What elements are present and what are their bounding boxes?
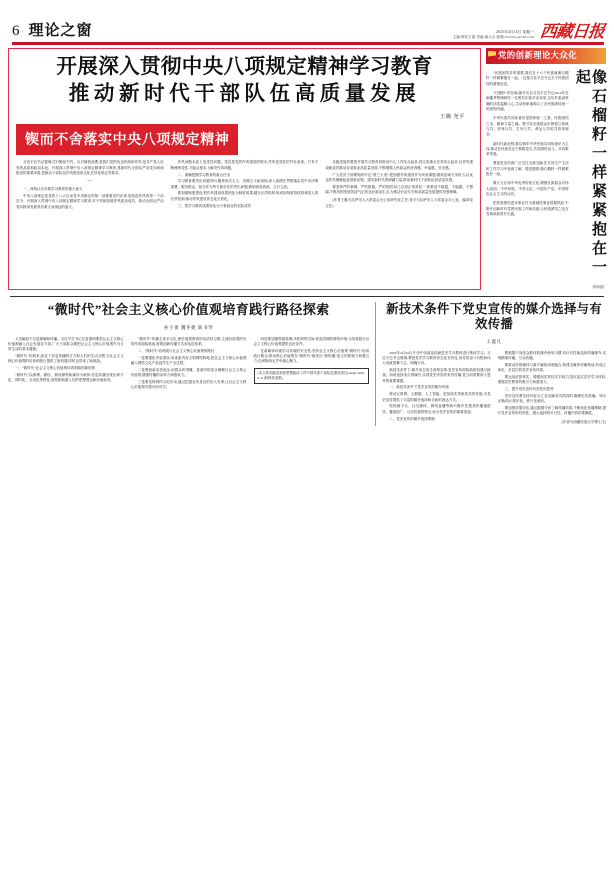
- lead-paragraph: 作风问题本质上是党性问题。党性是党的作风建设的根本,作风是党性的外在表现。只有不断锤炼党性,才能从根本上解决作风问题。: [170, 160, 319, 170]
- lead-red-banner-wrap: [16, 124, 473, 160]
- bottom-left-paragraph: “微时代”的到来,改变了信息传播的方式和人们的生活习惯,为社会主义核心价值观的培育和践行提供了新机遇,同时也带来了新挑战。: [8, 354, 124, 364]
- bottom-right-title: 新技术条件下党史宣传的媒介选择与有效传播: [386, 302, 603, 331]
- bottom-left-byline: 孙小蕾 魏冬捷 陈书琴: [163, 324, 214, 330]
- bottom-left-paragraph: 在新媒体环境学习环境的安全性,坚持全主义核心价值观“微时代”培育践行路径,推动核心价值观在“微时代”焕发出“微传播”更大的影响力和感召力,在润物细无声中凝心聚力。: [253, 348, 370, 364]
- bottom-section: [8, 302, 606, 426]
- bottom-right-byline: 王鑫凡: [486, 338, 502, 344]
- lead-paragraph: 一、深刻认识开展学习教育的重大意义: [23, 187, 83, 192]
- top-section: [8, 48, 606, 290]
- newspaper-logo: 西藏日报: [539, 22, 605, 41]
- lead-paragraph: 要坚持严的基调、严的措施、严的氛围,持之以恒正风肃纪,一体推进不敢腐、不能腐、不想腐,不断巩固发展风清气正的良好政治生态,为推动长治久安和高质量发展提供坚强保障。: [325, 184, 473, 194]
- bottom-right-paragraph: 移动互联网、大数据、人工智能、虚拟现实等新技术的发展,为党史宣传提供了丰富的媒介选择和全新的表达方式。: [382, 392, 491, 402]
- bottom-right-paragraph: 二、党史宣传的媒介选择策略: [389, 416, 435, 421]
- bottom-left-title: “微时代”社会主义核心价值观培育践行路径探索: [47, 302, 330, 318]
- flag-icon: [488, 51, 496, 57]
- bottom-right-attribution: (作者为西藏民族大学博士生): [561, 419, 606, 424]
- bottom-left-paragraph: 四是要加强阵地管理,净化网络空间,营造清朗的网络环境,为培育践行社会主义核心价值观提供良好条件。: [253, 336, 370, 346]
- lead-paragraph: 中央八项规定是党的十八大以来党中央制定的第一部重要党内法规,是改进作风的第一个动员令。开展深入贯彻中央八项规定精神学习教育,对于巩固拓展作风建设成效、推动全面从严治党向纵深发展具有重大而深远的意义。: [16, 194, 164, 209]
- bottom-left-paragraph: 人类解放不仅是理解和传播。习近平总书记反复强调要把社会主义核心价值观融入社会发展各方面,广大干部群众要把社会主义核心价值观作为日常生活的基本遵循。: [8, 336, 124, 352]
- sidebar-paragraph: “民族团结非常重要,我们在十六个民族就像石榴籽一样紧紧抱在一起。”这是习近平总书记关于民族团结的重要论述。: [486, 71, 569, 86]
- section-divider: [10, 296, 604, 297]
- bottom-left-paragraph: 三是要发挥榜样示范作用,通过挖掘宣传身边的好人好事,让社会主义核心价值观可感可知可学。: [130, 379, 247, 390]
- masthead: [8, 0, 606, 42]
- lead-paragraph: 二、准确把握学习教育的重点任务: [177, 172, 231, 177]
- paragraph-separator: —: [87, 179, 93, 185]
- lead-article: [8, 48, 481, 290]
- publication-date: 2025年4月14日 星期一: [496, 29, 534, 34]
- bottom-left-article: [8, 302, 369, 426]
- lead-paragraph: 要加强制度建设,把作风建设成果固化为制度成果,健全长效机制,形成用制度管权管事管人的长效机制,推动作风建设常态化长效化。: [170, 191, 319, 201]
- bottom-right-paragraph: 要运用虚拟现实、增强现实等技术手段,打造沉浸式党史学习体验,增强党史教育的吸引力和感染力。: [497, 374, 606, 385]
- bottom-right-article: [375, 302, 606, 426]
- bottom-right-paragraph: 要根据不同受众群体的媒介使用习惯,有针对性地选择传播媒介,实现精准传播、分众传播。: [497, 350, 606, 360]
- sidebar-column: [486, 48, 606, 290]
- lead-byline: 王璐 尧平: [439, 114, 465, 121]
- bottom-right-paragraph: 要加强效果评估,通过数据分析了解传播效果,不断优化传播策略,提升党史宣传的有效性、展示选择的可行性、传播内容的准确性。: [497, 405, 606, 416]
- bottom-right-paragraph: 三、提升党史宣传有效性的思考: [504, 386, 554, 391]
- bottom-right-columns: [382, 351, 606, 426]
- lead-headline-line1: 开展深入贯彻中央八项规定精神学习教育: [56, 56, 433, 78]
- bottom-right-paragraph: 一、新技术条件下党史宣传的媒介环境: [389, 385, 449, 390]
- sidebar-page-mark: (转6版): [592, 285, 604, 290]
- sidebar-paragraph: 要大力弘扬中华优秀传统文化,增强各族群众对伟大祖国、中华民族、中华文化、中国共产党、中国特色社会主义的认同。: [486, 181, 569, 197]
- sidebar-paragraph: “石榴籽”的比喻,最早出自习近平总书记2014年在新疆考察调研时一位维吾尔族乡亲家里,这句朴素而准确的话语温暖人心,生动形象地揭示了各民族团结统一的深刻内涵。: [486, 91, 569, 111]
- sidebar-banner: [486, 48, 606, 64]
- editorial-staff-line: 主编:阿旺古丽 责编:唐大山 邮箱:xzrbllzc@163.com: [452, 35, 534, 40]
- lead-paragraph: 习近平总书记强调,厉行勤俭节约、反对铺张浪费,是我们党的优良传统和作风,是共产党人应有的品质和政治本色。开展深入贯彻中央八项规定精神学习教育,是新时代全面从严治党向纵深推进的重要举措,是推动干部队伍作风建设常态化长效化的必然要求。: [16, 160, 164, 175]
- lead-headline-line2: 推动新时代干部队伍高质量发展: [68, 83, 421, 106]
- masthead-meta: [453, 30, 534, 40]
- bottom-left-paragraph: “微时代”以微博、微信、微视频等新媒体为载体,信息传播呈现出碎片化、即时化、互动化等特征,深刻影响着人们的思想观念和价值取向。: [8, 373, 124, 383]
- sidebar-banner-label: 党的创新理论大众化: [498, 51, 577, 60]
- bottom-right-paragraph: 党史宣传要坚持内容为王,在创新形式的同时,确保史实准确、导向正确,防止娱乐化、碎片化倾向。: [497, 393, 606, 404]
- sidebar-paragraph: 中华民族共同体意识是国家统一之基、民族团结之本、精神力量之魂。要引导各族群众牢固树立休戚与共、荣辱与共、生死与共、命运与共的共同体理念。: [486, 116, 569, 137]
- sidebar-vertical-title: 像石榴籽一样紧紧抱在一起: [573, 69, 606, 279]
- lead-paragraph: 广大党员干部要始终牢记“国之大者”,把加强作风建设作为终身课题,做到忠诚干净担当,以优良作风凝聚起奋进新征程、建功新时代的磅礴力量,推动新时代干部队伍高质量发展。: [325, 172, 473, 182]
- masthead-left: [12, 19, 93, 40]
- bottom-left-paragraph: 二是要创新话语表达,用群众听得懂、喜欢听的语言阐释社会主义核心价值观,增强传播的亲和力和感染力。: [130, 367, 247, 378]
- sidebar-paragraph: 要促进各民族广泛交往交流交融,在共同生产生活和工作学习中加深了解、增进感情,像石榴籽一样紧紧抱在一起。: [486, 161, 569, 177]
- bottom-left-footnote: [本文系安徽省高校思想政治工作中国年度干部队伍建设项目(sztsjh-2025-6-11)阶段性成果]: [254, 368, 370, 384]
- lead-paragraph: 三、把学习教育成果转化为干事创业的实际成效: [177, 203, 252, 208]
- bottom-right-paragraph: 2025年4月24日,中央中央政治局就党史学习教育进行集体学习。习近平总书记强调,要把党史学习教育常态化长效化,用党的奋斗历程和伟大成就鼓舞斗志、明确方向。: [382, 350, 491, 366]
- sidebar-paragraph: 新时代新征程,要以铸牢中华民族共同体意识为主线,推动各民族坚定不移跟党走,共同团结奋斗、共同繁荣发展。: [486, 141, 569, 157]
- sidebar-text-column: [486, 67, 569, 284]
- lead-paragraph: 学习教育要突出问题导向,聚焦形式主义、官僚主义新表现,深入查摆在贯彻落实党中央决策部署、服务群众、担当作为等方面存在的突出问题,做到真查真改、立行立改。: [170, 179, 319, 189]
- lead-body-columns: [16, 160, 473, 210]
- sidebar-paragraph: 把民族团结进步事业作为基础性事业抓紧抓好,不断开创新时代党的民族工作新局面,让民族团结之花在雪域高原常开长盛。: [486, 201, 569, 216]
- lead-paragraph: 各级党组织要把开展学习教育同推动中心工作结合起来,同完成重点任务结合起来,以作风建设新成效推动各项事业高质量发展,不断增强人民群众的获得感、幸福感、安全感。: [325, 160, 473, 170]
- bottom-right-paragraph: 短视频平台、社交媒体、网络直播等新兴媒介凭借其传播速度快、覆盖面广、互动性强的特点,成为党史宣传的重要渠道。: [382, 404, 491, 414]
- bottom-right-paragraph: 新技术条件下,媒介形态发生深刻变革,党史宣传面临新的机遇与挑战。如何选择适合的媒介,实现党史内容的有效传播,是当前需要深入思考的重要课题。: [382, 368, 491, 383]
- bottom-right-paragraph: 要推动传统媒体与新兴媒体深度融合,构建全媒体传播格局,形成立体化、多层次的党史宣传体系。: [497, 362, 606, 373]
- bottom-left-paragraph: 一、“微时代”社会主义核心价值观培育面临的新形势: [15, 366, 96, 371]
- bottom-left-paragraph: 一是要强化内容建设,用优质内容占领网络阵地,把社会主义核心价值观融入网络文化产品创作生产全过程。: [130, 355, 247, 365]
- masthead-rule: [12, 42, 604, 45]
- sidebar-split: [486, 67, 606, 284]
- bottom-left-columns: [8, 337, 369, 391]
- section-title: 理论之窗: [28, 23, 93, 39]
- bottom-left-paragraph: 二、“微时代”培育践行社会主义核心价值观的路径: [137, 348, 215, 353]
- page-number: 6: [12, 23, 20, 39]
- lead-attribution: (作者王璐为拉萨市人大常委会办公室研究室主任;尧平为拉萨市人大常委会办公室、编译室主任): [325, 198, 473, 208]
- masthead-right: [453, 23, 604, 40]
- lead-red-banner: 锲而不舍落实中央八项规定精神: [16, 124, 238, 155]
- bottom-left-paragraph: “微时代”传播主体多元化,使价值观教育的话语权分散,主流价值观的引领作用面临挑战,需要创新传播方式和话语体系。: [130, 336, 247, 346]
